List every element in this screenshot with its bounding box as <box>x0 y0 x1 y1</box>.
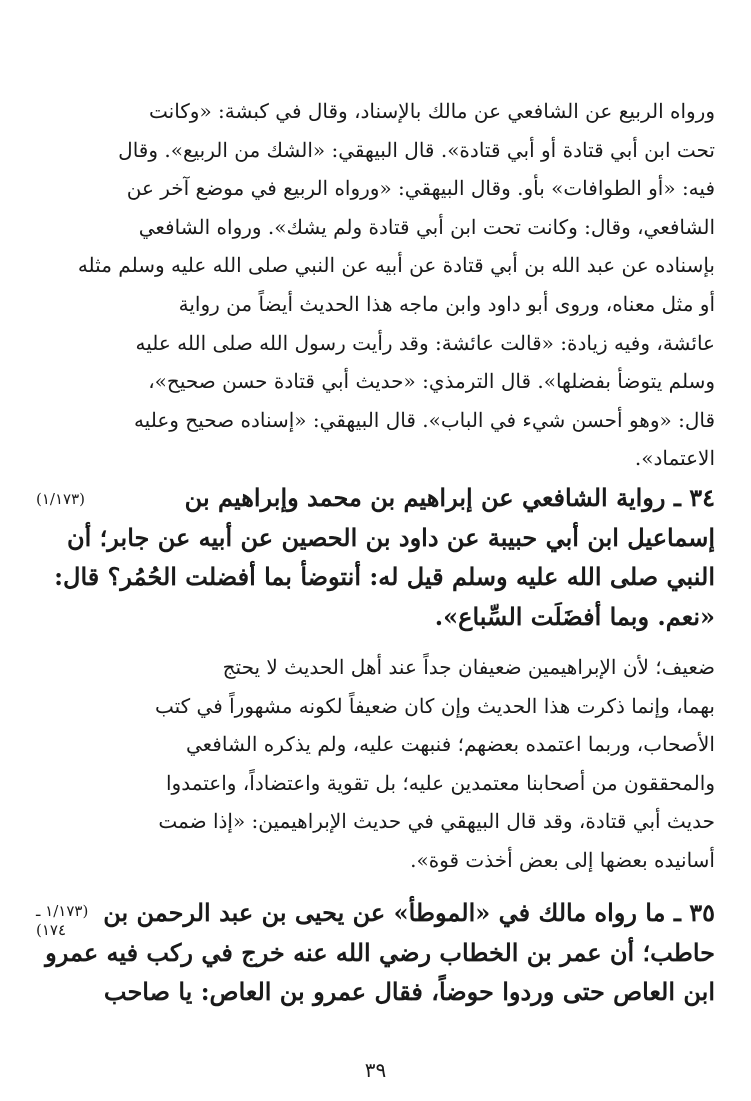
text-line: ضعيف؛ لأن الإبراهيمين ضعيفان جداً عند أهل الحديث لا يحتج <box>222 655 715 679</box>
text-line: ورواه الربيع عن الشافعي عن مالك بالإسناد، وقال في كبشة: «وكانت <box>148 99 715 123</box>
text-line: تحت ابن أبي قتادة أو أبي قتادة». قال البيهقي: «الشك من الربيع». وقال <box>118 137 715 162</box>
text-line: أو مثل معناه، وروى أبو داود وابن ماجه هذا الحديث أيضاً من رواية <box>178 291 715 316</box>
text-line: الشافعي، وقال: وكانت تحت ابن أبي قتادة ولم يشك». ورواه الشافعي <box>138 214 715 239</box>
text-line: وسلم يتوضأ بفضلها». قال الترمذي: «حديث أبي قتادة حسن صحيح»، <box>148 369 715 394</box>
text-line: «نعم. وبما أفضَلَت السِّباع». <box>434 601 715 631</box>
paragraph-hadith-34-commentary <box>115 648 715 880</box>
text-line: فيه: «أو الطوافات» بأو. وقال البيهقي: «ورواه الربيع في موضع آخر عن <box>126 176 715 201</box>
paragraph-hadith-33-commentary <box>77 92 715 478</box>
margin-reference-34: (١/١٧٣) <box>36 490 85 508</box>
text-line: والمحققون من أصحابنا معتمدين عليه؛ بل تقوية واعتضاداً، واعتمدوا <box>165 770 715 795</box>
text-line: إسماعيل ابن أبي حبيبة عن داود بن الحصين عن أبيه عن جابر؛ أن <box>67 522 715 552</box>
text-line: أسانيده بعضها إلى بعض أخذت قوة». <box>410 847 715 872</box>
text-line: ٣٤ ـ رواية الشافعي عن إبراهيم بن محمد وإبراهيم بن <box>184 483 715 512</box>
text-line: عائشة، وفيه زيادة: «قالت عائشة: وقد رأيت رسول الله صلى الله عليه <box>135 330 715 355</box>
page-number: ٣٩ <box>364 1058 387 1082</box>
text-line: النبي صلى الله عليه وسلم قيل له: أنتوضأ بما أفضلت الحُمُر؟ قال: <box>54 562 715 591</box>
text-line: قال: «وهو أحسن شيء في الباب». قال البيهقي: «إسناده صحيح وعليه <box>133 407 715 432</box>
text-line: الأصحاب، وربما اعتمده بعضهم؛ فنبهت عليه، ولم يذكره الشافعي <box>185 732 715 757</box>
text-line: حديث أبي قتادة، وقد قال البيهقي في حديث الإبراهيمين: «إذا ضمت <box>158 809 715 834</box>
text-line: ابن العاص حتى وردوا حوضاً، فقال عمرو بن العاص: يا صاحب <box>103 977 715 1006</box>
text-line: بإسناده عن عبد الله بن أبي قتادة عن أبيه عن النبي صلى الله عليه وسلم مثله <box>77 253 715 278</box>
margin-reference-35: (١/١٧٣ ـ ١٧٤) <box>36 902 89 939</box>
text-line: حاطب؛ أن عمر بن الخطاب رضي الله عنه خرج في ركب فيه عمرو <box>45 937 715 967</box>
text-line: بهما، وإنما ذكرت هذا الحديث وإن كان ضعيفاً لكونه مشهوراً في كتب <box>154 693 715 718</box>
text-line: ٣٥ ـ ما رواه مالك في «الموطأ» عن يحيى بن عبد الرحمن بن <box>103 898 715 927</box>
text-line: الاعتماد». <box>634 446 715 471</box>
